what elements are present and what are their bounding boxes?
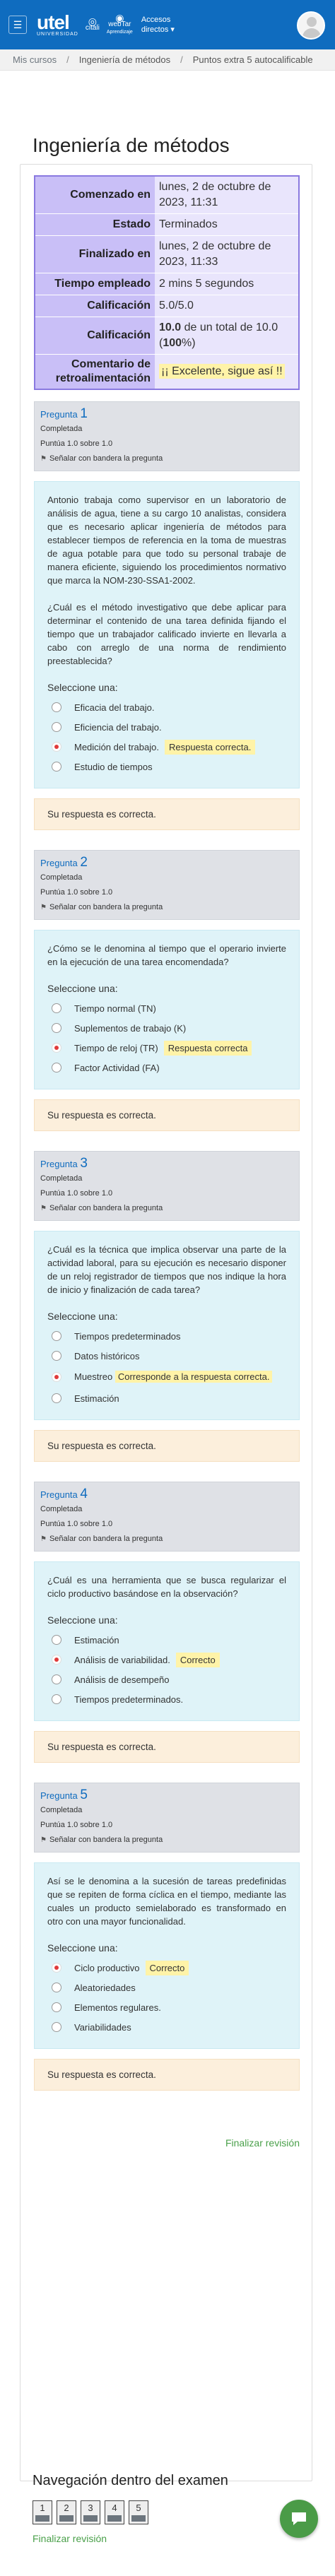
grade-percent: 100 — [163, 337, 182, 349]
answer-options — [47, 1958, 286, 2037]
flag-question-link[interactable] — [40, 1833, 293, 1848]
summary-label: Comentario de retroalimentación — [35, 355, 155, 390]
radio-button[interactable] — [52, 1635, 61, 1645]
grade-mid: de un total de 10.0 ( — [159, 321, 278, 349]
question-outcome: Su respuesta es correcta. — [34, 2059, 300, 2091]
summary-value: lunes, 2 de octubre de 2023, 11:33 — [155, 236, 299, 273]
summary-label: Tiempo empleado — [35, 273, 155, 295]
nav-question-button[interactable]: 5 — [129, 2500, 148, 2524]
summary-label: Calificación — [35, 317, 155, 355]
summary-row — [35, 295, 299, 317]
question-content — [34, 1231, 300, 1420]
answer-option[interactable] — [47, 998, 286, 1018]
answer-prompt: Seleccione una: — [47, 1311, 118, 1322]
answer-option[interactable] — [47, 1018, 286, 1038]
user-avatar[interactable] — [297, 11, 325, 40]
answer-option[interactable] — [47, 1388, 286, 1408]
option-text-wrap — [74, 1370, 272, 1384]
question-paragraph: ¿Cuál es el método investigativo que debe aplicar para determinar el contenido de una tarea definida fijando el tiempo que un trabajador calificado invierte en llevarla a cabo con arreglo de una norma de rendimiento preestablecida? — [47, 602, 286, 666]
shortcuts-line2: directos ▾ — [141, 25, 175, 34]
radio-button[interactable] — [52, 1023, 61, 1033]
answer-option[interactable] — [47, 1958, 286, 1978]
question-outcome: Su respuesta es correcta. — [34, 798, 300, 830]
breadcrumb-separator: / — [66, 54, 69, 65]
question-content — [34, 930, 300, 1089]
radio-button[interactable] — [52, 722, 61, 732]
radio-button[interactable] — [52, 1694, 61, 1704]
breadcrumb — [0, 49, 335, 71]
question-content — [34, 481, 300, 788]
question-info — [34, 1783, 300, 1853]
nav-question-button[interactable]: 1 — [33, 2500, 52, 2524]
radio-button[interactable] — [52, 1655, 61, 1665]
answer-option[interactable] — [47, 2017, 286, 2037]
quiz-review-content — [34, 175, 300, 2149]
summary-value — [155, 317, 299, 355]
radio-button[interactable] — [52, 2022, 61, 2032]
answer-feedback: Respuesta correcta. — [165, 740, 255, 755]
breadcrumb-quiz[interactable]: Puntos extra 5 autocalificable — [192, 54, 313, 65]
radio-button[interactable] — [52, 1331, 61, 1341]
grade-bold: 10.0 — [159, 321, 182, 333]
answer-feedback: Respuesta correcta — [164, 1041, 252, 1056]
question-number: Pregunta 4 — [40, 1487, 88, 1501]
answer-option[interactable] — [47, 1997, 286, 2017]
answer-prompt: Seleccione una: — [47, 983, 118, 994]
question-number: Pregunta 5 — [40, 1788, 88, 1802]
option-label: Eficacia del trabajo. — [74, 702, 155, 713]
overall-feedback: ¡¡ Excelente, sigue así !! — [159, 364, 285, 379]
citali-icon: ◎ — [88, 16, 97, 27]
answer-option[interactable] — [47, 1670, 286, 1689]
summary-value — [155, 355, 299, 390]
flag-question-link[interactable] — [40, 1201, 293, 1216]
option-label: Medición del trabajo. — [74, 741, 159, 752]
nav-question-button[interactable]: 3 — [81, 2500, 100, 2524]
quiz-navigation-block — [33, 2473, 308, 2544]
radio-button[interactable] — [52, 2002, 61, 2012]
question-points: Puntúa 1.0 sobre 1.0 — [40, 888, 113, 897]
radio-button[interactable] — [52, 1983, 61, 1992]
logo-subtext: UNIVERSIDAD — [37, 31, 78, 37]
partner-subtext: Aprendizaje — [106, 29, 133, 35]
question-points: Puntúa 1.0 sobre 1.0 — [40, 1520, 113, 1528]
question-points: Puntúa 1.0 sobre 1.0 — [40, 1821, 113, 1829]
summary-row — [35, 355, 299, 390]
summary-label: Finalizado en — [35, 236, 155, 273]
question-paragraph: ¿Cómo se le denomina al tiempo que el operario invierte en la ejecución de una tarea encomendada? — [47, 943, 286, 967]
answer-option[interactable] — [47, 737, 286, 757]
question-status: Completada — [40, 873, 83, 882]
option-label: Tiempo de reloj (TR) — [74, 1042, 158, 1053]
webtar-icon: ◉ — [115, 11, 124, 23]
summary-value: lunes, 2 de octubre de 2023, 11:31 — [155, 176, 299, 214]
flag-label: Señalar con bandera la pregunta — [49, 903, 163, 911]
grade-end: %) — [182, 337, 196, 349]
option-label: Tiempos predeterminados — [74, 1330, 181, 1342]
answer-option[interactable] — [47, 1346, 286, 1366]
option-label: Aleatoriedades — [74, 1982, 136, 1993]
summary-row — [35, 214, 299, 236]
radio-button[interactable] — [52, 762, 61, 772]
page-title: Ingeniería de métodos — [33, 134, 230, 156]
radio-button[interactable] — [52, 1063, 61, 1073]
partner-label: webTar — [108, 20, 131, 28]
logo-text: utel — [37, 11, 69, 33]
question-info — [34, 850, 300, 920]
flag-label: Señalar con bandera la pregunta — [49, 1204, 163, 1212]
question-info — [34, 401, 300, 471]
shortcuts-line1: Accesos — [141, 16, 171, 24]
answer-option[interactable] — [47, 757, 286, 776]
accreditation-text — [37, 0, 81, 1]
radio-button[interactable] — [52, 1351, 61, 1361]
question-text — [47, 1243, 286, 1296]
attempt-summary-table — [34, 175, 300, 390]
flag-question-link[interactable] — [40, 900, 293, 915]
option-label: Datos históricos — [74, 1350, 140, 1361]
top-navbar — [0, 0, 335, 49]
breadcrumb-my-courses[interactable]: Mis cursos — [13, 54, 57, 65]
option-label: Suplementos de trabajo (K) — [74, 1022, 187, 1034]
utel-logo[interactable] — [37, 13, 78, 37]
flag-label: Señalar con bandera la pregunta — [49, 1535, 163, 1543]
radio-button[interactable] — [52, 1393, 61, 1403]
option-label: Ciclo productivo — [74, 1962, 140, 1973]
nav-finish-review-link[interactable]: Finalizar revisión — [33, 2533, 107, 2544]
flag-question-link[interactable] — [40, 1532, 293, 1547]
flag-label: Señalar con bandera la pregunta — [49, 1836, 163, 1844]
question-content — [34, 1561, 300, 1721]
summary-row — [35, 176, 299, 214]
radio-button[interactable] — [52, 702, 61, 712]
question-info — [34, 1482, 300, 1552]
summary-value: Terminados — [155, 214, 299, 236]
chat-bubble-icon — [290, 2510, 308, 2527]
answer-options — [47, 1326, 286, 1408]
flag-icon: ⚑ — [40, 904, 47, 911]
question-outcome: Su respuesta es correcta. — [34, 1430, 300, 1462]
question-paragraph: Antonio trabaja como supervisor en un laboratorio de análisis de agua, tiene a su cargo 10 analistas, considera que es necesario aplicar ingeniería de métodos para establecer tiempos de referencia en la toma de muestras de agua potable para que todo su personal trabaje de manera eficiente, siguiendo los procedimientos normativo que marca la NOM-230-SSA1-2002. — [47, 495, 286, 586]
option-label: Elementos regulares. — [74, 2002, 161, 2013]
option-label: Análisis de variabilidad. — [74, 1654, 170, 1665]
answer-options — [47, 1630, 286, 1709]
question-paragraph: ¿Cuál es una herramienta que se busca regularizar el ciclo productivo basándose en la observación? — [47, 1575, 286, 1599]
radio-button[interactable] — [52, 1674, 61, 1684]
answer-option[interactable] — [47, 1038, 286, 1058]
question-info — [34, 1151, 300, 1221]
question-content — [34, 1862, 300, 2049]
question-outcome: Su respuesta es correcta. — [34, 1731, 300, 1763]
question-number: Pregunta 1 — [40, 406, 88, 421]
summary-value: 5.0/5.0 — [155, 295, 299, 317]
option-label: Análisis de desempeño — [74, 1674, 170, 1685]
option-label: Tiempo normal (TN) — [74, 1003, 156, 1014]
summary-label: Calificación — [35, 295, 155, 317]
questions-list — [34, 401, 300, 2091]
quiz-navigation-title: Navegación dentro del examen — [33, 2473, 228, 2488]
question-status: Completada — [40, 425, 83, 433]
nav-question-button[interactable]: 2 — [57, 2500, 76, 2524]
question-status: Completada — [40, 1505, 83, 1513]
answer-option[interactable] — [47, 1058, 286, 1077]
answer-prompt: Seleccione una: — [47, 1614, 118, 1626]
radio-button[interactable] — [52, 1963, 61, 1973]
question-points: Puntúa 1.0 sobre 1.0 — [40, 439, 113, 448]
flag-icon: ⚑ — [40, 1205, 47, 1212]
question-status: Completada — [40, 1806, 83, 1814]
option-label: Estudio de tiempos — [74, 761, 153, 772]
flag-icon: ⚑ — [40, 1535, 47, 1543]
hamburger-menu-icon[interactable]: ☰ — [8, 16, 27, 34]
answer-options — [47, 998, 286, 1077]
partner-webtar[interactable] — [106, 11, 133, 36]
option-label: Estimación — [74, 1634, 119, 1646]
summary-label: Estado — [35, 214, 155, 236]
partner-citali[interactable] — [86, 18, 100, 32]
answer-feedback: Correcto — [146, 1961, 189, 1975]
nav-question-button[interactable]: 4 — [105, 2500, 124, 2524]
radio-button[interactable] — [52, 1003, 61, 1013]
question-text — [47, 1874, 286, 1928]
flag-question-link[interactable] — [40, 451, 293, 466]
avatar-head — [307, 17, 317, 27]
breadcrumb-course[interactable]: Ingeniería de métodos — [78, 54, 171, 65]
shortcuts-dropdown[interactable] — [141, 15, 175, 35]
answer-option[interactable] — [47, 697, 286, 717]
breadcrumb-separator: / — [180, 54, 183, 65]
chat-icon[interactable] — [280, 2500, 318, 2538]
option-label: Variabilidades — [74, 2021, 131, 2033]
answer-prompt: Seleccione una: — [47, 682, 118, 693]
summary-row — [35, 317, 299, 355]
flag-label: Señalar con bandera la pregunta — [49, 454, 163, 463]
option-label: Tiempos predeterminados. — [74, 1694, 184, 1705]
answer-option[interactable] — [47, 1689, 286, 1709]
summary-label: Comenzado en — [35, 176, 155, 214]
flag-icon: ⚑ — [40, 455, 47, 463]
summary-row — [35, 273, 299, 295]
answer-prompt: Seleccione una: — [47, 1942, 118, 1954]
radio-button[interactable] — [52, 1372, 61, 1382]
answer-feedback: Correcto — [176, 1653, 220, 1667]
option-label: Factor Actividad (FA) — [74, 1062, 160, 1073]
answer-option[interactable] — [47, 1650, 286, 1670]
answer-feedback: Corresponde a la respuesta correcta. — [115, 1371, 273, 1383]
radio-button[interactable] — [52, 1043, 61, 1053]
question-text — [47, 942, 286, 969]
partner-label: citali — [85, 24, 100, 32]
quiz-navigation-buttons — [33, 2500, 308, 2524]
avatar-body — [302, 28, 321, 40]
finish-review-link[interactable]: Finalizar revisión — [225, 2137, 300, 2149]
question-paragraph: Así se le denomina a la sucesión de tareas predefinidas que se repiten de forma cíclica en el tiempo, mediante las cuales un producto semielaborado es transformado en otro con una mayor funcionalidad. — [47, 1876, 286, 1927]
question-number: Pregunta 2 — [40, 855, 88, 870]
flag-icon: ⚑ — [40, 1836, 47, 1844]
question-points: Puntúa 1.0 sobre 1.0 — [40, 1189, 113, 1198]
summary-value: 2 mins 5 segundos — [155, 273, 299, 295]
summary-row — [35, 236, 299, 273]
question-number: Pregunta 3 — [40, 1156, 88, 1171]
question-outcome: Su respuesta es correcta. — [34, 1099, 300, 1131]
question-text — [47, 1573, 286, 1600]
question-paragraph: ¿Cuál es la técnica que implica observar una parte de la actividad laboral, para su ejecución es necesario disponer de un reloj registrador de tiempos que nos indique la hora de inicio y finalización de cada tarea? — [47, 1244, 286, 1295]
answer-option[interactable] — [47, 1366, 286, 1388]
answer-option[interactable] — [47, 1978, 286, 1997]
answer-option[interactable] — [47, 717, 286, 737]
answer-options — [47, 697, 286, 776]
answer-option[interactable] — [47, 1630, 286, 1650]
question-text — [47, 493, 286, 668]
option-label: Eficiencia del trabajo. — [74, 721, 162, 733]
radio-button[interactable] — [52, 742, 61, 752]
option-label: Estimación — [74, 1393, 119, 1404]
option-label: Muestreo — [74, 1371, 113, 1382]
question-status: Completada — [40, 1174, 83, 1183]
answer-option[interactable] — [47, 1326, 286, 1346]
